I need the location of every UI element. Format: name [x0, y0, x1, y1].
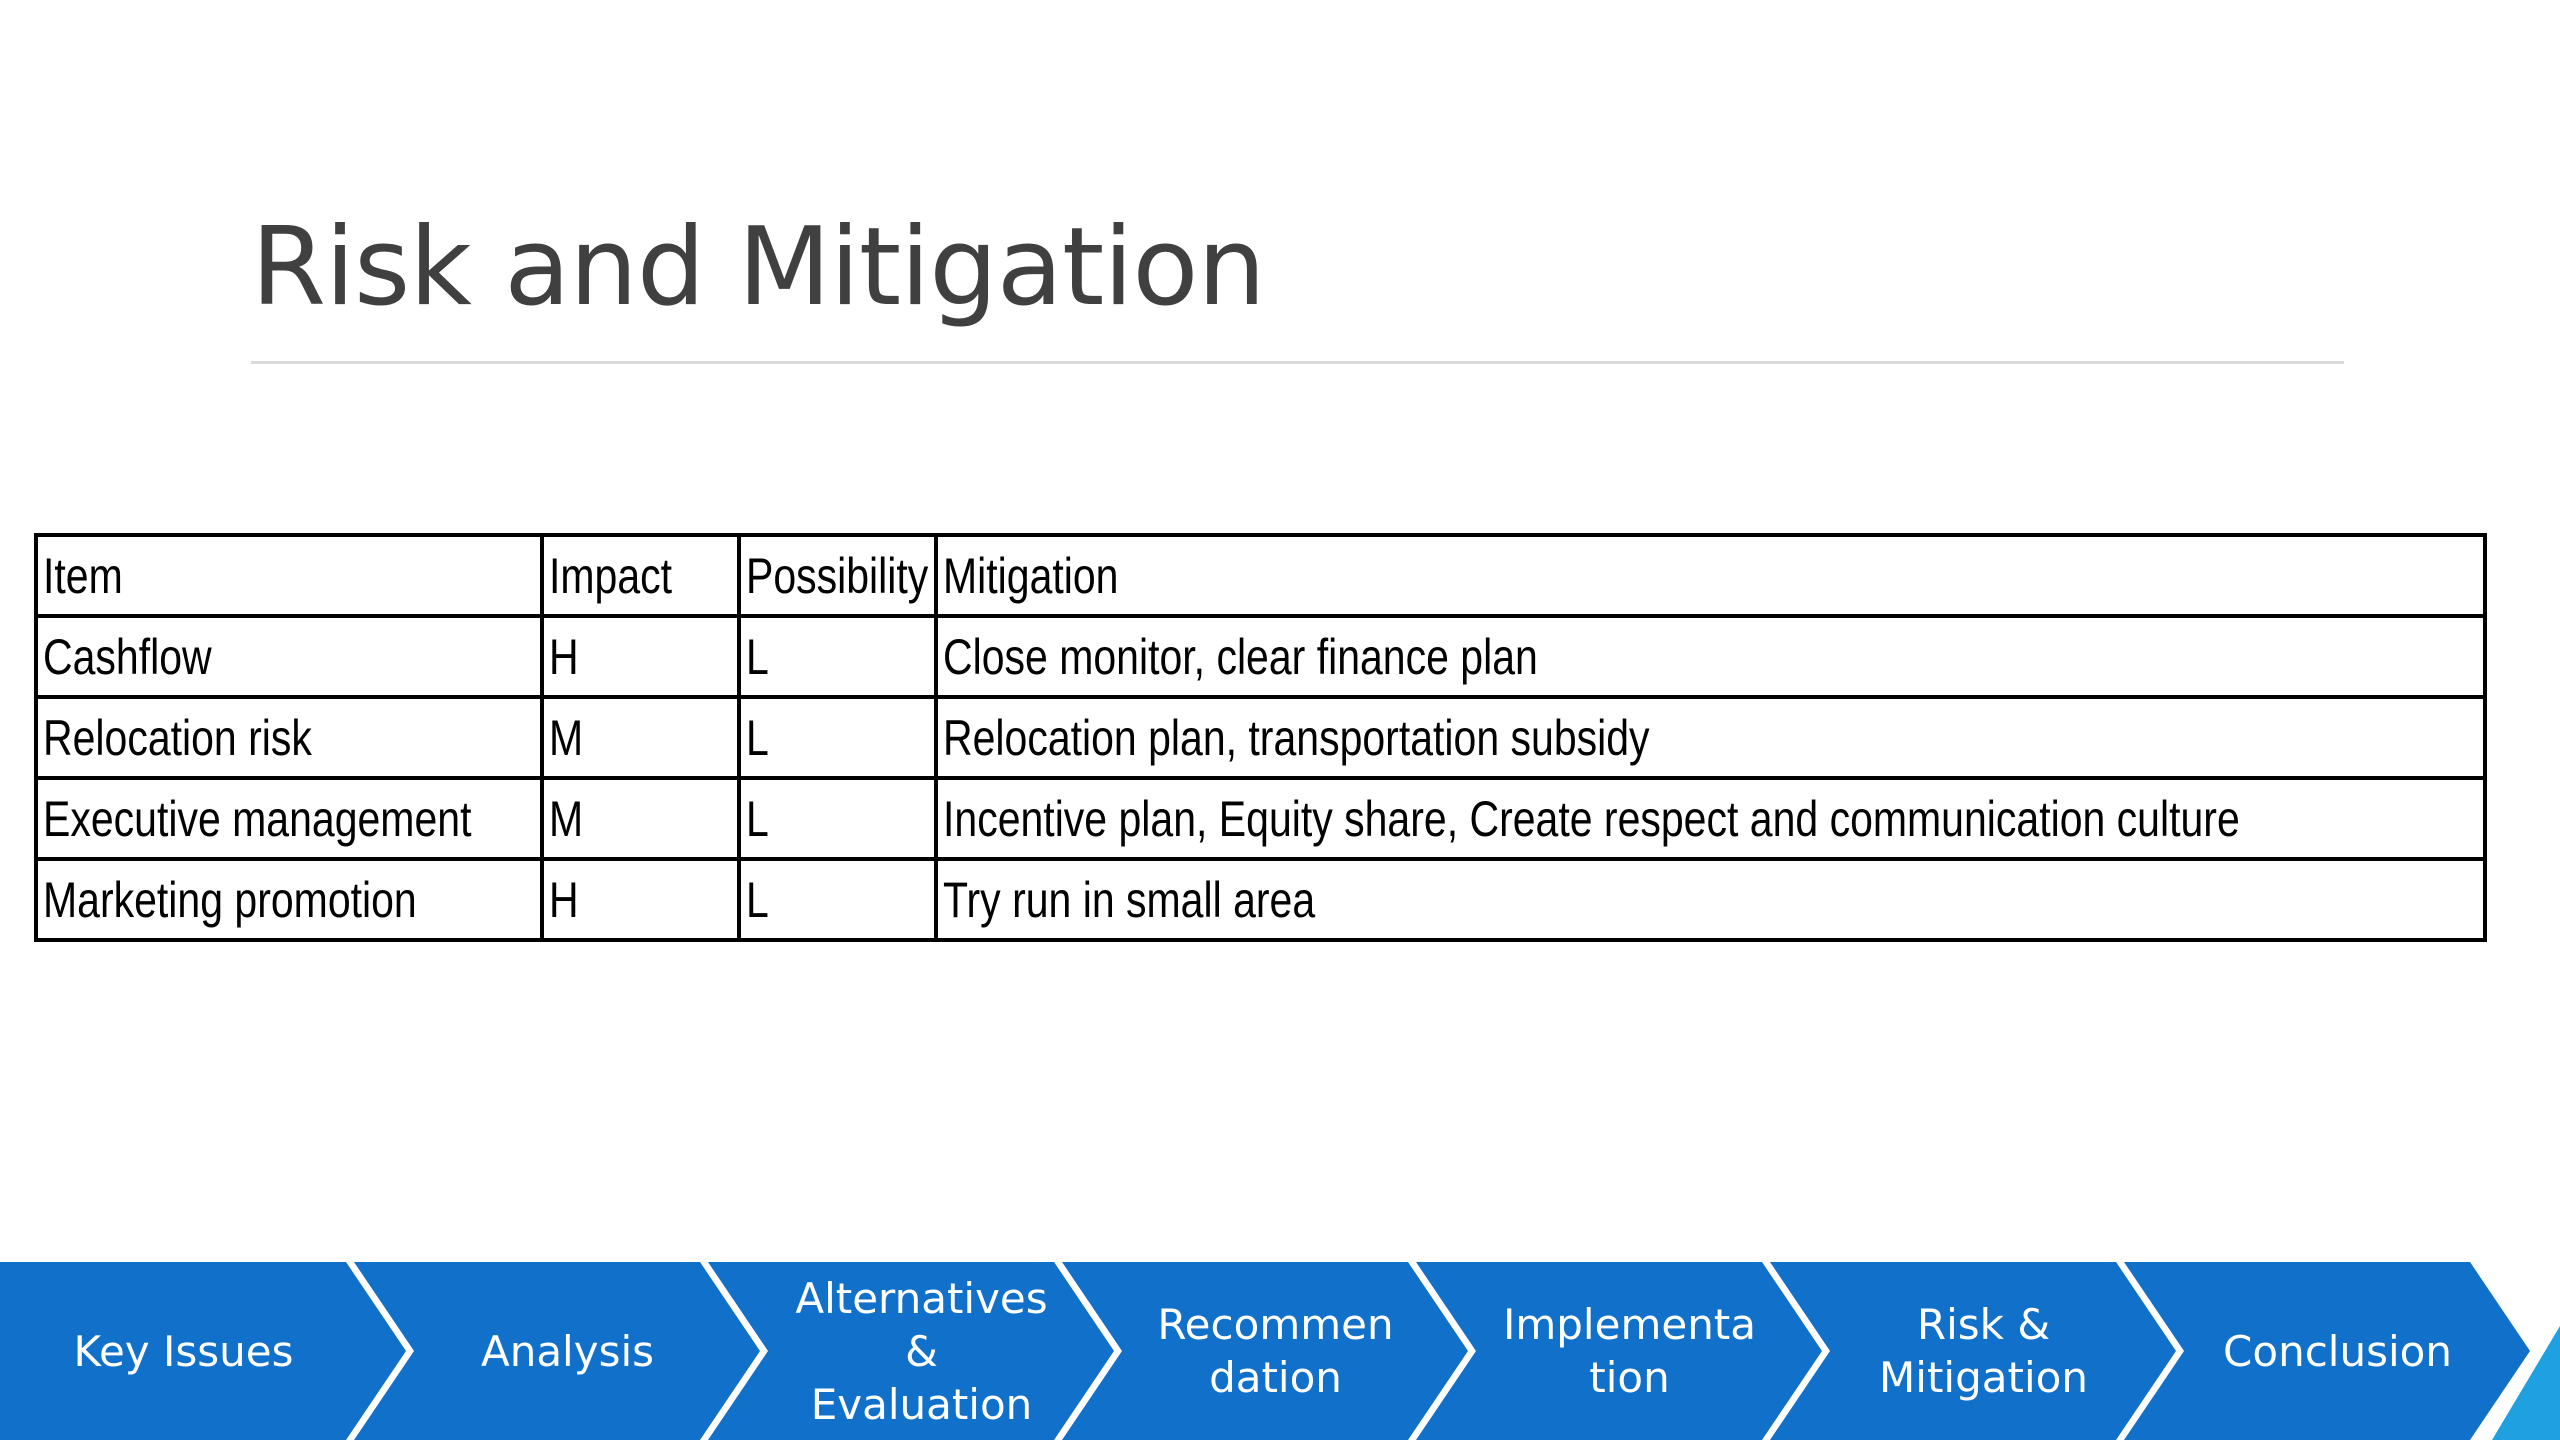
cell-impact: H — [542, 859, 739, 940]
chevron-label-analysis: Analysis — [480, 1326, 655, 1376]
chevron-label-recommendation: Recommen dation — [1157, 1300, 1394, 1402]
cell-possibility: L — [739, 778, 936, 859]
chevron-label-conclusion: Conclusion — [2223, 1326, 2452, 1376]
risk-table — [34, 533, 2487, 942]
cell-item: Executive management — [36, 778, 542, 859]
cell-item: Cashflow — [36, 616, 542, 697]
slide-title: Risk and Mitigation — [251, 205, 1265, 330]
table-row — [36, 616, 2485, 697]
cell-possibility: L — [739, 859, 936, 940]
cell-mitigation: Close monitor, clear finance plan — [936, 616, 2485, 697]
cell-mitigation: Incentive plan, Equity share, Create respect and communication culture — [936, 778, 2485, 859]
cell-mitigation: Relocation plan, transportation subsidy — [936, 697, 2485, 778]
header-cell-item: Item — [36, 535, 542, 616]
chevron-label-implementation: Implementa tion — [1502, 1300, 1757, 1402]
cell-impact: M — [542, 697, 739, 778]
header-cell-possibility: Possibility — [739, 535, 936, 616]
cell-impact: H — [542, 616, 739, 697]
table-row — [36, 859, 2485, 940]
cell-possibility: L — [739, 616, 936, 697]
cell-impact: M — [542, 778, 739, 859]
table-row — [36, 778, 2485, 859]
title-divider — [251, 361, 2344, 364]
cell-item: Marketing promotion — [36, 859, 542, 940]
header-cell-mitigation: Mitigation — [936, 535, 2485, 616]
cell-item: Relocation risk — [36, 697, 542, 778]
chevron-label-alternatives-evaluation: Alternatives & Evaluation — [795, 1273, 1048, 1429]
process-chevron-bar — [0, 1262, 2560, 1440]
chevron-label-key-issues: Key Issues — [73, 1326, 294, 1376]
cell-mitigation: Try run in small area — [936, 859, 2485, 940]
cell-possibility: L — [739, 697, 936, 778]
header-cell-impact: Impact — [542, 535, 739, 616]
table-header-row — [36, 535, 2485, 616]
table-row — [36, 697, 2485, 778]
chevron-label-risk-mitigation: Risk & Mitigation — [1879, 1300, 2088, 1402]
